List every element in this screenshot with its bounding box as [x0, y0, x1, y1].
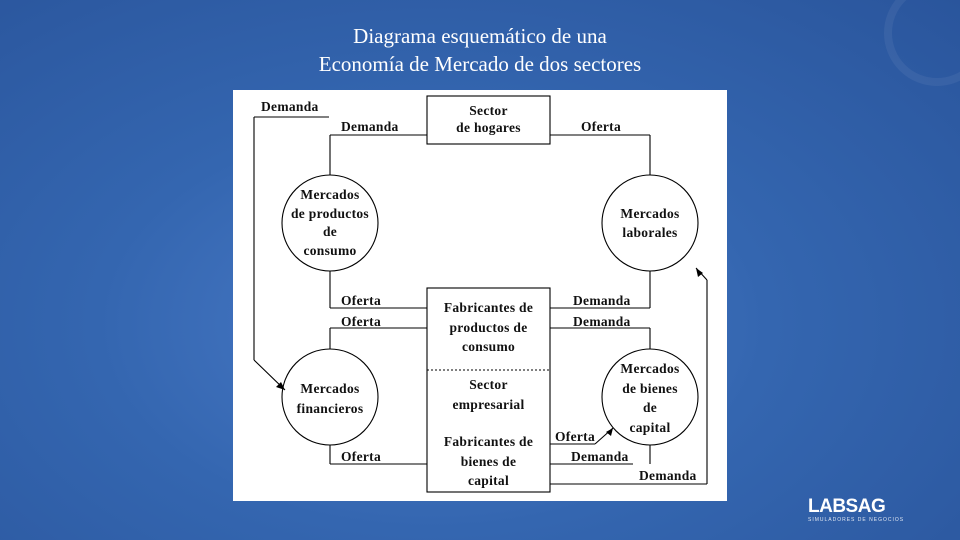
product-supply-label-1: Oferta — [341, 293, 382, 308]
capital-goods-market-label: Mercados de bienes de capital — [620, 361, 680, 435]
consumer-goods-makers-label: Fabricantes de productos de consumo — [443, 300, 534, 354]
household-supply-label: Oferta — [581, 119, 622, 134]
business-sector-label: Sector empresarial — [452, 377, 525, 412]
labor-demand-label-2: Demanda — [573, 314, 631, 329]
product-supply-label-2: Oferta — [341, 314, 382, 329]
financial-supply-label: Oferta — [341, 449, 382, 464]
brand-tagline: SIMULADORES DE NEGOCIOS — [808, 517, 905, 523]
brand-name: LABSAG — [808, 496, 886, 517]
capital-demand-label-1: Demanda — [571, 449, 629, 464]
capital-goods-makers-label: Fabricantes de bienes de capital — [443, 434, 534, 488]
household-demand-label: Demanda — [341, 119, 399, 134]
labsag-logo — [808, 497, 904, 524]
product-market-label: Mercados de productos de consumo — [291, 187, 369, 258]
capital-supply-label: Oferta — [555, 429, 596, 444]
slide-title-line-1: Diagrama esquemático de una — [353, 24, 607, 48]
top-left-demand-label: Demanda — [261, 99, 319, 114]
household-sector-label: Sector de hogares — [456, 103, 521, 135]
slide-title-line-2: Economía de Mercado de dos sectores — [318, 52, 642, 76]
financial-market-label: Mercados financieros — [296, 381, 364, 416]
arrow-head — [696, 268, 703, 277]
labor-market-label: Mercados laborales — [620, 206, 680, 240]
market-diagram — [233, 90, 727, 501]
capital-demand-label-2: Demanda — [639, 468, 697, 483]
labor-demand-label-1: Demanda — [573, 293, 631, 308]
